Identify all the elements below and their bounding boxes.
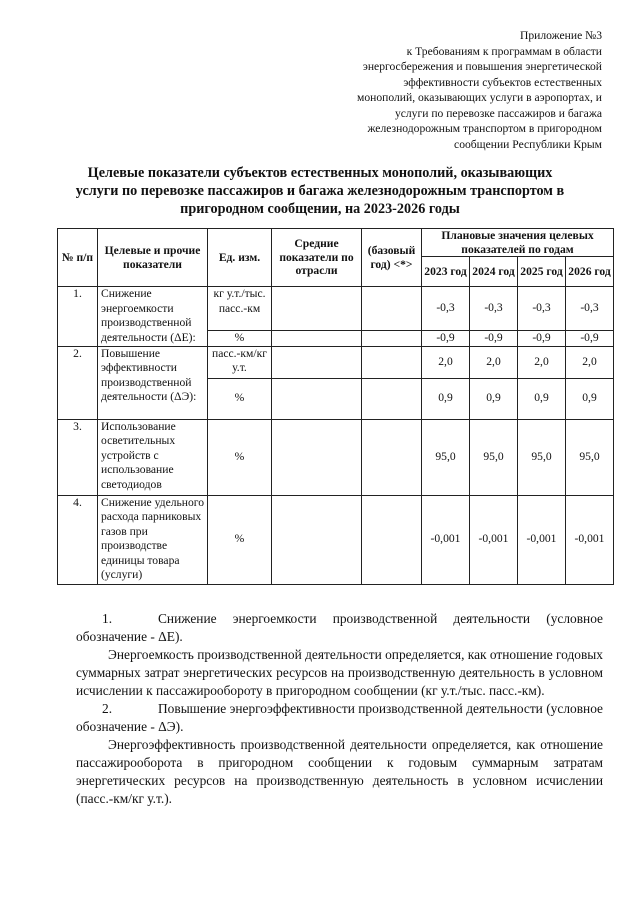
table-row [58, 495, 614, 584]
paragraph: Энергоэффективность производственной деятельности определяется, как отношение пассажирооборота в пригородном сообщении к годовым суммарным затратам энергетических ресурсов на производственную деятельность в условном исчислении (пасс.-км/кг у.т.). [76, 737, 603, 806]
row-avg [272, 287, 362, 331]
row-base [362, 495, 422, 584]
header-unit: Ед. изм. [208, 229, 272, 287]
annex-header [320, 28, 602, 152]
table-row [58, 419, 614, 495]
row-name: Снижение энергоемкости производственной деятельности (ΔЕ): [98, 287, 208, 347]
annex-line: к Требованиям к программам в области [406, 44, 602, 58]
value-cell: -0,9 [470, 331, 518, 347]
row-num: 3. [58, 419, 98, 495]
row-base [362, 331, 422, 347]
row-avg [272, 419, 362, 495]
value-cell: 0,9 [566, 378, 614, 419]
row-num: 4. [58, 495, 98, 584]
header-year-2023: 2023 год [422, 257, 470, 287]
row-unit: пасс.-км/кг у.т. [208, 346, 272, 378]
row-avg [272, 346, 362, 378]
row-unit: % [208, 331, 272, 347]
value-cell: -0,001 [518, 495, 566, 584]
value-cell: -0,001 [470, 495, 518, 584]
annex-line: услуги по перевозке пассажиров и багажа [394, 106, 602, 120]
header-year-2026: 2026 год [566, 257, 614, 287]
row-name: Снижение удельного расхода парниковых газов при производстве единицы товара (услуги) [98, 495, 208, 584]
title-line: услуги по перевозке пассажиров и багажа железнодорожным транспортом в [75, 183, 565, 199]
header-year-2024: 2024 год [470, 257, 518, 287]
value-cell: -0,3 [470, 287, 518, 331]
explanatory-text [76, 610, 603, 808]
annex-line: сообщении Республики Крым [454, 137, 602, 151]
value-cell: -0,9 [518, 331, 566, 347]
annex-line: Приложение №3 [520, 29, 602, 42]
row-avg [272, 331, 362, 347]
row-num: 2. [58, 346, 98, 419]
table-row [58, 346, 614, 378]
paragraph-number: 2. [102, 701, 113, 716]
value-cell: -0,9 [422, 331, 470, 347]
document-title [60, 164, 580, 218]
paragraph-number: 1. [102, 611, 113, 626]
header-planned: Плановые значения целевых показателей по годам [422, 229, 614, 257]
value-cell: 0,9 [518, 378, 566, 419]
value-cell: -0,3 [518, 287, 566, 331]
value-cell: 0,9 [422, 378, 470, 419]
value-cell: -0,3 [422, 287, 470, 331]
annex-line: монополий, оказывающих услуги в аэропортах, и [357, 91, 602, 104]
table-row [58, 287, 614, 331]
row-unit: % [208, 419, 272, 495]
row-name: Повышение эффективности производственной деятельности (ΔЭ): [98, 346, 208, 419]
title-line: пригородном сообщении, на 2023-2026 годы [180, 201, 460, 217]
annex-line: эффективности субъектов естественных [403, 75, 602, 89]
annex-line: энергосбережения и повышения энергетической [362, 60, 602, 73]
value-cell: 95,0 [566, 419, 614, 495]
value-cell: 95,0 [422, 419, 470, 495]
value-cell: 2,0 [470, 346, 518, 378]
indicators-table [57, 228, 614, 585]
header-avg: Средние показатели по отрасли [272, 229, 362, 287]
row-base [362, 287, 422, 331]
value-cell: 2,0 [422, 346, 470, 378]
paragraph [76, 610, 603, 646]
value-cell: -0,3 [566, 287, 614, 331]
row-avg [272, 495, 362, 584]
title-line: Целевые показатели субъектов естественных монополий, оказывающих [87, 165, 553, 181]
row-base [362, 346, 422, 378]
paragraph-text: Повышение энергоэффективности производственной деятельности (условное обозначение - ΔЭ). [76, 701, 603, 734]
header-num: № п/п [58, 229, 98, 287]
row-unit: кг у.т./тыс. пасс.-км [208, 287, 272, 331]
row-unit: % [208, 378, 272, 419]
row-base [362, 378, 422, 419]
annex-line: железнодорожным транспортом в пригородном [367, 122, 602, 135]
header-base: (базовый год) <*> [362, 229, 422, 287]
header-year-2025: 2025 год [518, 257, 566, 287]
value-cell: 95,0 [518, 419, 566, 495]
value-cell: 95,0 [470, 419, 518, 495]
header-indicators: Целевые и прочие показатели [98, 229, 208, 287]
row-name: Использование осветительных устройств с использование светодиодов [98, 419, 208, 495]
row-avg [272, 378, 362, 419]
row-base [362, 419, 422, 495]
paragraph: Энергоемкость производственной деятельности определяется, как отношение годовых суммарных затрат энергетических ресурсов на производственную деятельность в условном исчислении к пассажирообороту в пригородном сообщении (кг у.т./тыс. пасс.-км). [76, 647, 603, 698]
value-cell: 2,0 [566, 346, 614, 378]
row-unit: % [208, 495, 272, 584]
row-num: 1. [58, 287, 98, 347]
value-cell: -0,9 [566, 331, 614, 347]
paragraph-text: Снижение энергоемкости производственной деятельности (условное обозначение - ΔЕ). [76, 611, 603, 644]
value-cell: -0,001 [566, 495, 614, 584]
value-cell: 0,9 [470, 378, 518, 419]
value-cell: 2,0 [518, 346, 566, 378]
value-cell: -0,001 [422, 495, 470, 584]
paragraph [76, 700, 603, 736]
